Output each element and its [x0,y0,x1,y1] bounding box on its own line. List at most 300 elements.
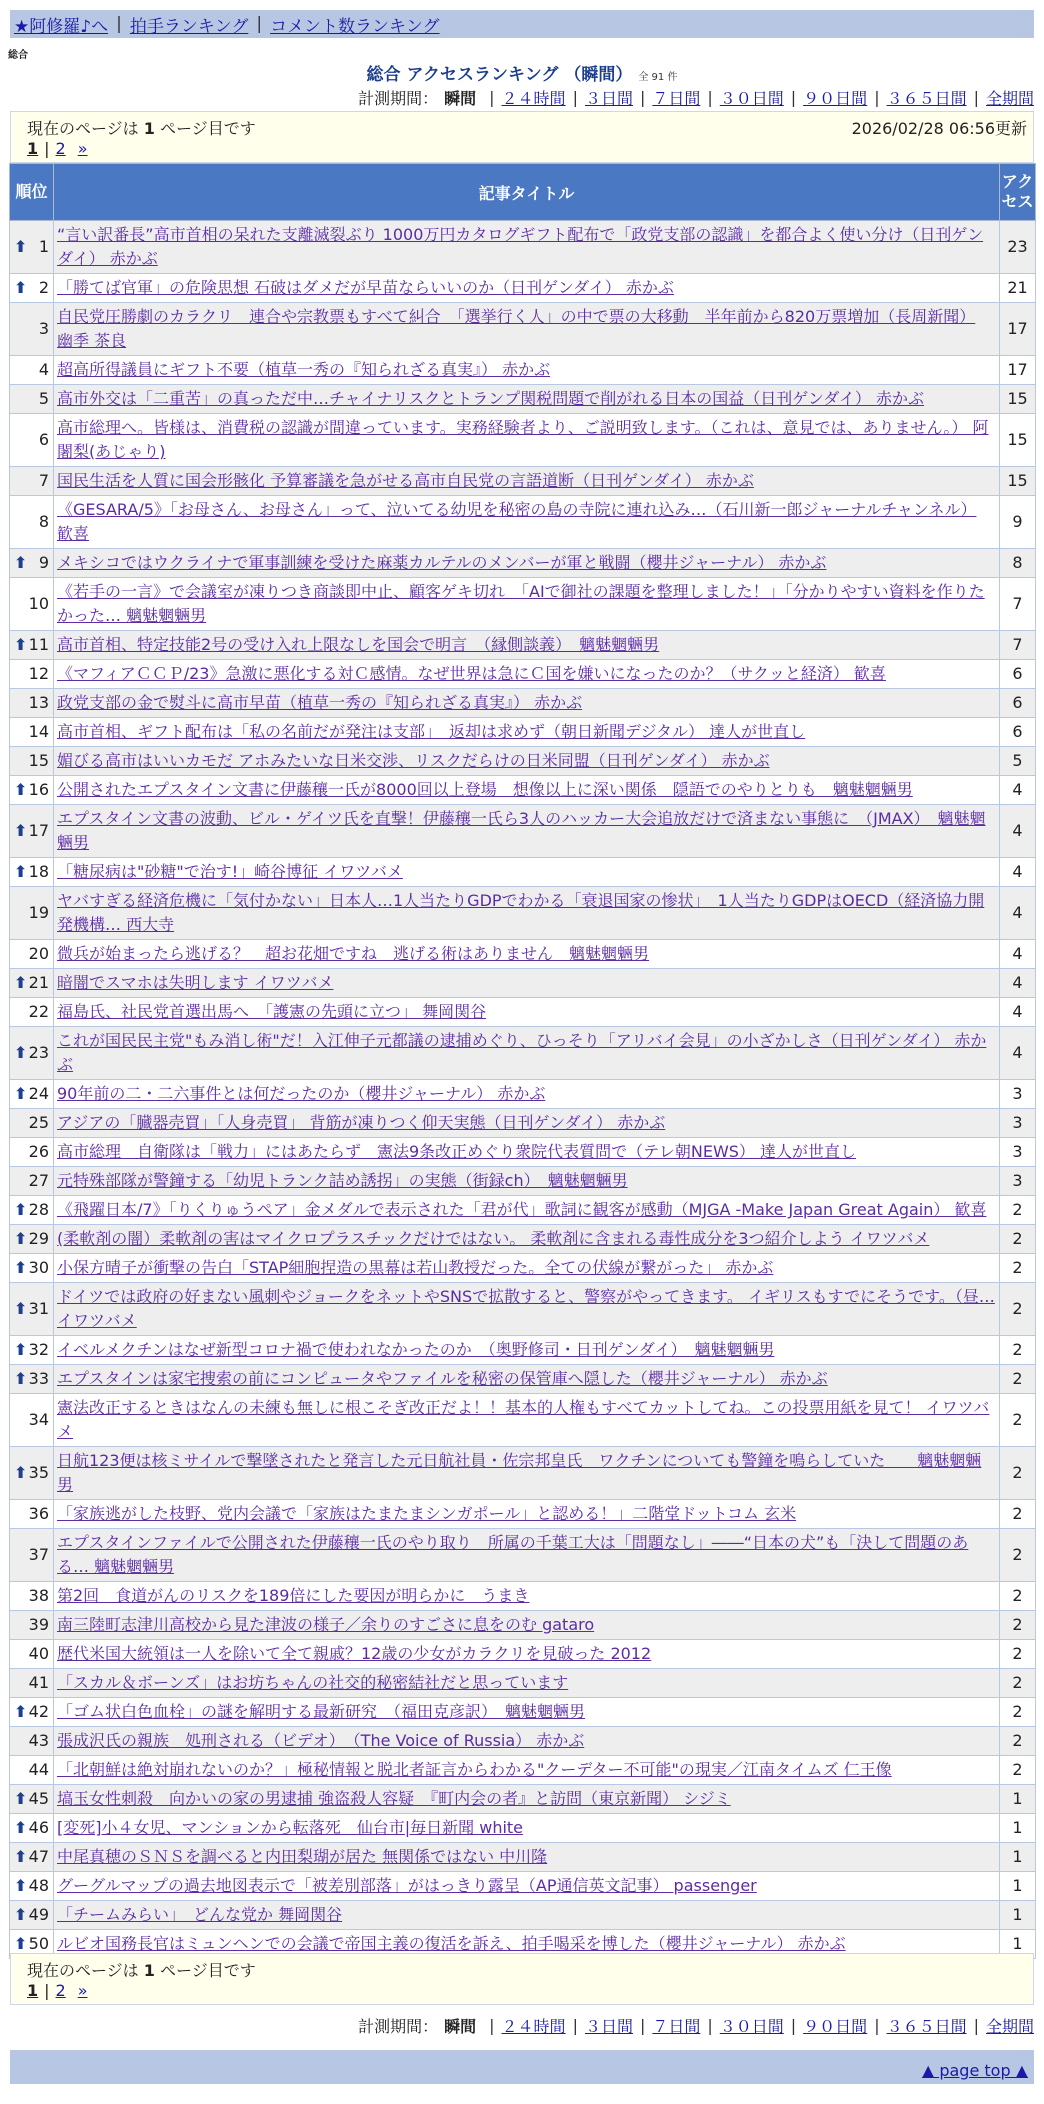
col-title-header: 記事タイトル [54,164,1000,221]
article-title-link[interactable]: 「ゴム状白色血栓」の謎を解明する最新研究 （福田克彦訳） 魑魅魍魎男 [57,1702,586,1721]
rank-up-arrow-icon: ⬆ [14,553,28,572]
article-title-link[interactable]: 国民生活を人質に国会形骸化 予算審議を急がせる高市自民党の言語道断（日刊ゲンダイ） 赤かぶ [57,471,754,490]
article-title-link[interactable]: 歴代米国大統領は一人を除いて全て親戚？12歳の少女がカラクリを見破った 2012 [57,1644,652,1663]
rank-cell [10,887,54,940]
rank-number: 3 [38,319,49,338]
table-row [10,1336,1036,1365]
article-title-link[interactable]: 《若手の一言》で会議室が凍りつき商談即中止、顧客ゲキ切れ 「AIで御社の課題を整理しました！」「分かりやすい資料を作りたかった… 魑魅魍魎男 [57,582,985,625]
page-top-link[interactable]: ▲ page top ▲ [921,2061,1028,2080]
rank-number: 6 [38,430,49,449]
rank-cell [10,718,54,747]
title-cell [54,858,1000,887]
access-count: 4 [1000,998,1036,1027]
rank-number: 18 [28,862,49,881]
rank-number: 4 [38,360,49,379]
article-title-link[interactable]: 微兵が始まったら逃げる？ 超お花畑ですね 逃げる術はありません 魑魅魍魎男 [57,944,650,963]
rank-number: 49 [28,1905,49,1924]
pager-current: 1 [27,1981,39,2000]
rank-cell [10,1283,54,1336]
table-row [10,414,1036,467]
period-24h-link[interactable]: ２４時間 [501,89,566,108]
rank-cell [10,1872,54,1901]
period-30d-link[interactable]: ３０日間 [719,89,784,108]
rank-cell [10,303,54,356]
title-cell [54,1727,1000,1756]
period-selector-bottom: 計測期間： 瞬間 | ２４時間 | ３日間 | ７日間 | ３０日間 | ９０日間 | ３６５日間 | 全期間 [358,2016,1034,2036]
rank-cell [10,578,54,631]
rank-cell [10,1640,54,1669]
rank-number: 46 [28,1818,49,1837]
rank-number: 20 [28,944,49,963]
article-title-link[interactable]: エプスタイン文書の波動、ビル・ゲイツ氏を直撃！伊藤穰一氏ら3人のハッカー大会追放だけで済まない事態に （JMAX） 魑魅魍魎男 [57,809,986,852]
rank-number: 11 [28,635,49,654]
period-7d-link[interactable]: ７日間 [652,89,701,108]
table-row [10,356,1036,385]
access-count: 4 [1000,805,1036,858]
title-cell [54,496,1000,549]
article-title-link[interactable]: メキシコではウクライナで軍事訓練を受けた麻薬カルテルのメンバーが軍と戦闘（櫻井ジャーナル） 赤かぶ [57,553,827,572]
article-title-link[interactable]: 暗闇でスマホは失明します イワツバメ [57,973,334,992]
article-title-link[interactable]: 「家族逃がした枝野、党内会議で「家族はたまたまシンガポール」と認める！」二階堂ドットコム 玄米 [57,1504,797,1523]
footer-bar [10,2050,1034,2084]
table-row [10,1138,1036,1167]
rank-up-arrow-icon: ⬆ [14,1084,28,1103]
access-count: 3 [1000,1138,1036,1167]
rank-cell [10,1109,54,1138]
title-cell [54,969,1000,998]
access-count: 21 [1000,274,1036,303]
rank-number: 39 [28,1615,49,1634]
rank-up-arrow-icon: ⬆ [14,1369,28,1388]
table-row [10,718,1036,747]
rank-cell [10,1254,54,1283]
article-title-link[interactable]: 南三陸町志津川高校から見た津波の様子／余りのすごさに息をのむ gataro [57,1615,595,1634]
table-row [10,689,1036,718]
table-row [10,496,1036,549]
rank-up-arrow-icon: ⬆ [14,635,28,654]
period-3d-link[interactable]: ３日間 [584,89,633,108]
article-title-link[interactable]: 高市外交は「二重苦」の真っただ中…チャイナリスクとトランプ関税問題で削がれる日本の国益（日刊ゲンダイ） 赤かぶ [57,389,925,408]
article-title-link[interactable]: ドイツでは政府の好まない風刺やジョークをネットやSNSで拡散すると、警察がやってきます。 イギリスもすでにそうです。（昼… イワツバメ [57,1287,995,1330]
article-title-link[interactable]: イベルメクチンはなぜ新型コロナ禍で使われなかったのか （奥野修司・日刊ゲンダイ） 魑魅魍魎男 [57,1340,775,1359]
article-title-link[interactable]: 媚びる高市はいいカモだ アホみたいな日米交渉、リスクだらけの日米同盟（日刊ゲンダイ） 赤かぶ [57,751,770,770]
rank-cell [10,1611,54,1640]
rank-cell [10,1727,54,1756]
table-row [10,1196,1036,1225]
rank-cell [10,1500,54,1529]
table-row [10,467,1036,496]
table-row [10,1167,1036,1196]
rank-number: 1 [38,237,49,256]
title-cell [54,631,1000,660]
title-cell [54,1872,1000,1901]
title-cell [54,1447,1000,1500]
article-title-link[interactable]: “言い訳番長”高市首相の呆れた支離滅裂ぶり 1000万円カタログギフト配布で「政党支部の認識」を都合よく使い分け（日刊ゲンダイ） 赤かぶ [57,225,984,268]
access-count: 23 [1000,221,1036,274]
rank-number: 27 [28,1171,49,1190]
rank-cell [10,385,54,414]
rank-number: 37 [28,1545,49,1564]
article-title-link[interactable]: ヤバすぎる経済危機に「気付かない」日本人…1人当たりGDPでわかる「衰退国家の惨状」 1人当たりGDPはOECD（経済協力開発機構… 西大寺 [57,891,985,934]
rank-number: 9 [38,553,49,572]
title-cell [54,274,1000,303]
table-row [10,805,1036,858]
period-90d-link[interactable]: ９０日間 [803,2017,868,2036]
access-count: 1 [1000,1872,1036,1901]
rank-number: 24 [28,1084,49,1103]
ranking-table [9,163,1036,1959]
article-title-link[interactable]: ルビオ国務長官はミュンヘンでの会議で帝国主義の復活を訴え、拍手喝采を博した（櫻井ジャーナル） 赤かぶ [57,1934,846,1953]
table-row [10,1640,1036,1669]
period-365d-link[interactable]: ３６５日間 [886,2017,967,2036]
rank-cell [10,1138,54,1167]
access-count: 7 [1000,631,1036,660]
article-title-link[interactable]: 張成沢氏の親族 処刑される（ビデオ） （The Voice of Russia） 赤かぶ [57,1731,585,1750]
rank-cell [10,1582,54,1611]
table-row [10,1901,1036,1930]
table-row [10,221,1036,274]
access-count: 1 [1000,1901,1036,1930]
title-cell [54,1582,1000,1611]
article-title-link[interactable]: 高市首相、特定技能2号の受け入れ上限なしを国会で明言 （縁側談義） 魑魅魍魎男 [57,635,660,654]
article-title-link[interactable]: 自民党圧勝劇のカラクリ 連合や宗教票もすべて糾合 「選挙行く人」の中で票の大移動 半年前から820万票増加（長周新聞） 幽季 茶良 [57,307,976,350]
title-cell [54,1167,1000,1196]
access-count: 2 [1000,1582,1036,1611]
page-info-box-bottom [10,1953,1034,2005]
article-title-link[interactable]: 「北朝鮮は絶対崩れないのか？」極秘情報と脱北者証言からわかる"クーデター不可能"の現実／江南タイムズ 仁王像 [57,1760,892,1779]
rank-number: 47 [28,1847,49,1866]
rank-cell [10,414,54,467]
page-info-box [10,111,1034,163]
rank-number: 36 [28,1504,49,1523]
access-count: 2 [1000,1196,1036,1225]
table-row [10,549,1036,578]
title-cell [54,1611,1000,1640]
table-row [10,1394,1036,1447]
rank-cell [10,1901,54,1930]
access-count: 17 [1000,303,1036,356]
access-count: 2 [1000,1727,1036,1756]
table-row [10,940,1036,969]
article-title-link[interactable]: 《マフィアＣＣＰ/23》急激に悪化する対Ｃ感情。なぜ世界は急にＣ国を嫌いになったのか？（サクッと経済） 歓喜 [57,664,886,683]
rank-number: 42 [28,1702,49,1721]
rank-cell [10,631,54,660]
access-count: 4 [1000,1027,1036,1080]
period-current: 瞬間 [444,2017,477,2036]
article-title-link[interactable]: エプスタインは家宅捜索の前にコンピュータやファイルを秘密の保管庫へ隠した（櫻井ジャーナル） 赤かぶ [57,1369,828,1388]
title-cell [54,689,1000,718]
rank-cell [10,549,54,578]
table-row [10,1027,1036,1080]
rank-number: 32 [28,1340,49,1359]
page-status: 現在のページは 1 ページ目です [27,119,256,138]
article-title-link[interactable]: 「スカル＆ボーンズ」はお坊ちゃんの社交的秘密結社だと思っています [57,1673,569,1692]
table-row [10,578,1036,631]
article-title-link[interactable]: 高市総理 自衛隊は「戦力」にはあたらず 憲法9条改正めぐり衆院代表質問で（テレ朝NEWS） 達人が世直し [57,1142,857,1161]
rank-number: 2 [38,278,49,297]
period-selector: 計測期間： 瞬間 | ２４時間 | ３日間 | ７日間 | ３０日間 | ９０日間 | ３６５日間 | 全期間 [358,88,1034,108]
rank-up-arrow-icon: ⬆ [14,1340,28,1359]
access-count: 2 [1000,1611,1036,1640]
article-title-link[interactable]: 「糖尿病は"砂糖"で治す!」崎谷博征 イワツバメ [57,862,403,881]
table-row [10,1365,1036,1394]
period-all-link[interactable]: 全期間 [985,89,1034,108]
rank-cell [10,1529,54,1582]
access-count: 4 [1000,940,1036,969]
access-count: 2 [1000,1254,1036,1283]
table-row [10,1582,1036,1611]
pager-next[interactable]: » [77,1981,88,2000]
article-title-link[interactable]: 《飛躍日本/7》「りくりゅうペア」金メダルで表示された「君が代」歌詞に観客が感動（MJGA -Make Japan Great Again） 歓喜 [57,1200,987,1219]
rank-cell [10,1167,54,1196]
access-count: 2 [1000,1756,1036,1785]
title-cell [54,887,1000,940]
access-count: 8 [1000,549,1036,578]
pager: 1 | 2 » [27,139,88,158]
title-cell [54,1365,1000,1394]
period-label: 計測期間： [358,89,439,108]
table-row [10,1447,1036,1500]
rank-number: 21 [28,973,49,992]
rank-number: 8 [38,512,49,531]
article-title-link[interactable]: アジアの「臓器売買」「人身売買」 背筋が凍りつく仰天実態（日刊ゲンダイ） 赤かぶ [57,1113,666,1132]
article-title-link[interactable]: 超高所得議員にギフト不要（植草一秀の『知られざる真実』） 赤かぶ [57,360,551,379]
rank-number: 17 [28,821,49,840]
access-count: 9 [1000,496,1036,549]
title-cell [54,356,1000,385]
rank-cell [10,356,54,385]
article-title-link[interactable]: グーグルマップの過去地図表示で「被差別部落」がはっきり露呈（AP通信英文記事） passenger [57,1876,757,1895]
access-count: 1 [1000,1814,1036,1843]
rank-up-arrow-icon: ⬆ [14,821,28,840]
table-row [10,1529,1036,1582]
rank-up-arrow-icon: ⬆ [14,1847,28,1866]
rank-number: 40 [28,1644,49,1663]
access-count: 2 [1000,1336,1036,1365]
period-label: 計測期間： [358,2017,439,2036]
rank-up-arrow-icon: ⬆ [14,1876,28,1895]
title-cell [54,549,1000,578]
article-title-link[interactable]: 憲法改正するときはなんの未練も無しに根こそぎ改正だよ！！基本的人権もすべてカットしてね。この投票用紙を見て！ イワツバメ [57,1398,990,1441]
table-row [10,747,1036,776]
table-row [10,1254,1036,1283]
period-365d-link[interactable]: ３６５日間 [886,89,967,108]
title-cell [54,1138,1000,1167]
period-24h-link[interactable]: ２４時間 [501,2017,566,2036]
rank-number: 44 [28,1760,49,1779]
table-row [10,631,1036,660]
article-title-link[interactable]: 《GESARA/5》「お母さん、お母さん」って、泣いてる幼児を秘密の島の寺院に連れ込み…（石川新一郎ジャーナルチャンネル） 歓喜 [57,500,977,543]
page-title-text: 総合 アクセスランキング （瞬間） [366,65,633,85]
rank-cell [10,940,54,969]
rank-cell [10,1027,54,1080]
rank-cell [10,1365,54,1394]
rank-number: 38 [28,1586,49,1605]
access-count: 3 [1000,1109,1036,1138]
rank-up-arrow-icon: ⬆ [14,1043,28,1062]
table-row [10,1814,1036,1843]
rank-number: 12 [28,664,49,683]
access-count: 4 [1000,887,1036,940]
home-link[interactable]: ★阿修羅♪へ [14,16,109,37]
rank-up-arrow-icon: ⬆ [14,1702,28,1721]
access-count: 6 [1000,718,1036,747]
title-cell [54,1394,1000,1447]
article-title-link[interactable]: 高市総理へ。皆様は、消費税の認識が間違っています。実務経験者より、ご説明致します。（これは、意見では、ありません。） 阿闍梨(あじゃり) [57,418,989,461]
access-count: 2 [1000,1394,1036,1447]
pager-page-2[interactable]: 2 [55,139,66,158]
access-count: 2 [1000,1283,1036,1336]
rank-cell [10,1225,54,1254]
rank-cell [10,221,54,274]
rank-cell [10,998,54,1027]
article-title-link[interactable]: 高市首相、ギフト配布は「私の名前だが発注は支部」 返却は求めず（朝日新聞デジタル） 達人が世直し [57,722,806,741]
period-30d-link[interactable]: ３０日間 [719,2017,784,2036]
rank-cell [10,467,54,496]
access-count: 4 [1000,858,1036,887]
title-cell [54,660,1000,689]
access-count: 15 [1000,467,1036,496]
rank-cell [10,1080,54,1109]
rank-cell [10,660,54,689]
rank-number: 16 [28,780,49,799]
pager-next[interactable]: » [77,139,88,158]
rank-up-arrow-icon: ⬆ [14,973,28,992]
rank-cell [10,1394,54,1447]
rank-number: 31 [28,1299,49,1318]
access-count: 15 [1000,385,1036,414]
rank-up-arrow-icon: ⬆ [14,1905,28,1924]
table-row [10,1756,1036,1785]
rank-cell [10,1756,54,1785]
article-title-link[interactable]: 小保方晴子が衝撃の告白「STAP細胞捏造の黒幕は若山教授だった。全ての伏線が繋がった」 赤かぶ [57,1258,774,1277]
rank-cell [10,969,54,998]
article-title-link[interactable]: 公開されたエプスタイン文書に伊藤穰一氏が8000回以上登場 想像以上に深い関係 隠語でのやりとりも 魑魅魍魎男 [57,780,913,799]
article-title-link[interactable]: 日航123便は核ミサイルで撃墜されたと発言した元日航社員・佐宗邦皇氏 ワクチンについても警鐘を鳴らしていた 魑魅魍魎男 [57,1451,982,1494]
nav-separator: | [116,14,122,34]
article-title-link[interactable]: エプスタインファイルで公開された伊藤穰一氏のやり取り 所属の千葉工大は「問題なし」――“日本の犬”も「決して問題のある… 魑魅魍魎男 [57,1533,969,1576]
title-cell [54,718,1000,747]
table-row [10,1727,1036,1756]
rank-up-arrow-icon: ⬆ [14,862,28,881]
article-title-link[interactable]: 塙玉女性刺殺 向かいの家の男逮捕 強盗殺人容疑 『町内会の者』と訪問（東京新聞） シジミ [57,1789,731,1808]
access-count: 1 [1000,1785,1036,1814]
rank-number: 19 [28,903,49,922]
section-label: 総合 [8,50,28,61]
table-row [10,660,1036,689]
title-cell [54,414,1000,467]
table-row [10,1698,1036,1727]
article-title-link[interactable]: 元特殊部隊が警鐘する「幼児トランク詰め誘拐」の実態（街録ch） 魑魅魍魎男 [57,1171,628,1190]
rank-cell [10,1785,54,1814]
col-access-header: アクセス [1000,164,1036,221]
rank-cell [10,1698,54,1727]
rank-number: 35 [28,1463,49,1482]
rank-cell [10,858,54,887]
top-nav-bar [10,10,1034,38]
access-count: 4 [1000,776,1036,805]
title-cell [54,1080,1000,1109]
title-cell [54,1109,1000,1138]
rank-number: 26 [28,1142,49,1161]
rank-cell [10,1196,54,1225]
access-count: 15 [1000,414,1036,467]
article-title-link[interactable]: 政党支部の金で熨斗に高市早苗（植草一秀の『知られざる真実』） 赤かぶ [57,693,583,712]
comment-ranking-link[interactable]: コメント数ランキング [270,16,440,37]
access-count: 2 [1000,1500,1036,1529]
article-title-link[interactable]: 90年前の二・二六事件とは何だったのか（櫻井ジャーナル） 赤かぶ [57,1084,546,1103]
rank-cell [10,776,54,805]
table-row [10,1500,1036,1529]
access-count: 2 [1000,1365,1036,1394]
table-row [10,1872,1036,1901]
table-row [10,1283,1036,1336]
table-row [10,385,1036,414]
article-title-link[interactable]: 中尾真穂のＳＮＳを調べると内田梨瑚が居た 無関係ではない 中川隆 [57,1847,548,1866]
rank-number: 13 [28,693,49,712]
title-cell [54,940,1000,969]
period-90d-link[interactable]: ９０日間 [803,89,868,108]
table-row [10,776,1036,805]
access-count: 2 [1000,1698,1036,1727]
table-row [10,1669,1036,1698]
period-current: 瞬間 [444,89,477,108]
rank-number: 45 [28,1789,49,1808]
rank-up-arrow-icon: ⬆ [14,1934,28,1953]
rank-cell [10,805,54,858]
title-cell [54,1669,1000,1698]
title-cell [54,998,1000,1027]
article-title-link[interactable]: [変死]小４女児、マンションから転落死 仙台市|毎日新聞 white [57,1818,524,1837]
rank-number: 7 [38,471,49,490]
rank-up-arrow-icon: ⬆ [14,1463,28,1482]
pager-page-2[interactable]: 2 [55,1981,66,2000]
pager-current: 1 [27,139,39,158]
article-title-link[interactable]: 「勝てば官軍」の危険思想 石破はダメだが早苗ならいいのか（日刊ゲンダイ） 赤かぶ [57,278,674,297]
article-title-link[interactable]: これが国民民主党"もみ消し術"だ！入江伸子元都議の逮捕めぐり、ひっそり「アリバイ会見」の小ざかしさ（日刊ゲンダイ） 赤かぶ [57,1031,987,1074]
table-row [10,303,1036,356]
rank-cell [10,274,54,303]
rank-number: 30 [28,1258,49,1277]
article-title-link[interactable]: 福島氏、社民党首選出馬へ 「護憲の先頭に立つ」 舞岡関谷 [57,1002,487,1021]
rank-number: 50 [28,1934,49,1953]
clap-ranking-link[interactable]: 拍手ランキング [129,16,249,37]
access-count: 2 [1000,1669,1036,1698]
rank-up-arrow-icon: ⬆ [14,1200,28,1219]
table-row [10,1080,1036,1109]
rank-up-arrow-icon: ⬆ [14,1299,28,1318]
title-cell [54,1254,1000,1283]
rank-cell [10,1336,54,1365]
rank-cell [10,689,54,718]
rank-number: 43 [28,1731,49,1750]
access-count: 2 [1000,1640,1036,1669]
title-cell [54,1901,1000,1930]
access-count: 17 [1000,356,1036,385]
table-row [10,1611,1036,1640]
article-title-link[interactable]: (柔軟剤の闇）柔軟剤の害はマイクロプラスチックだけではない。 柔軟剤に含まれる毒性成分を3つ紹介しよう イワツバメ [57,1229,930,1248]
updated-time: 2026/02/28 06:56更新 [851,119,1027,138]
title-cell [54,1529,1000,1582]
nav-separator: | [256,14,263,34]
period-7d-link[interactable]: ７日間 [652,2017,701,2036]
rank-number: 33 [28,1369,49,1388]
period-all-link[interactable]: 全期間 [985,2017,1034,2036]
rank-number: 41 [28,1673,49,1692]
article-title-link[interactable]: 第2回 食道がんのリスクを189倍にした要因が明らかに うまき [57,1586,530,1605]
period-3d-link[interactable]: ３日間 [584,2017,633,2036]
article-title-link[interactable]: 「チームみらい」 どんな党か 舞岡関谷 [57,1905,343,1924]
